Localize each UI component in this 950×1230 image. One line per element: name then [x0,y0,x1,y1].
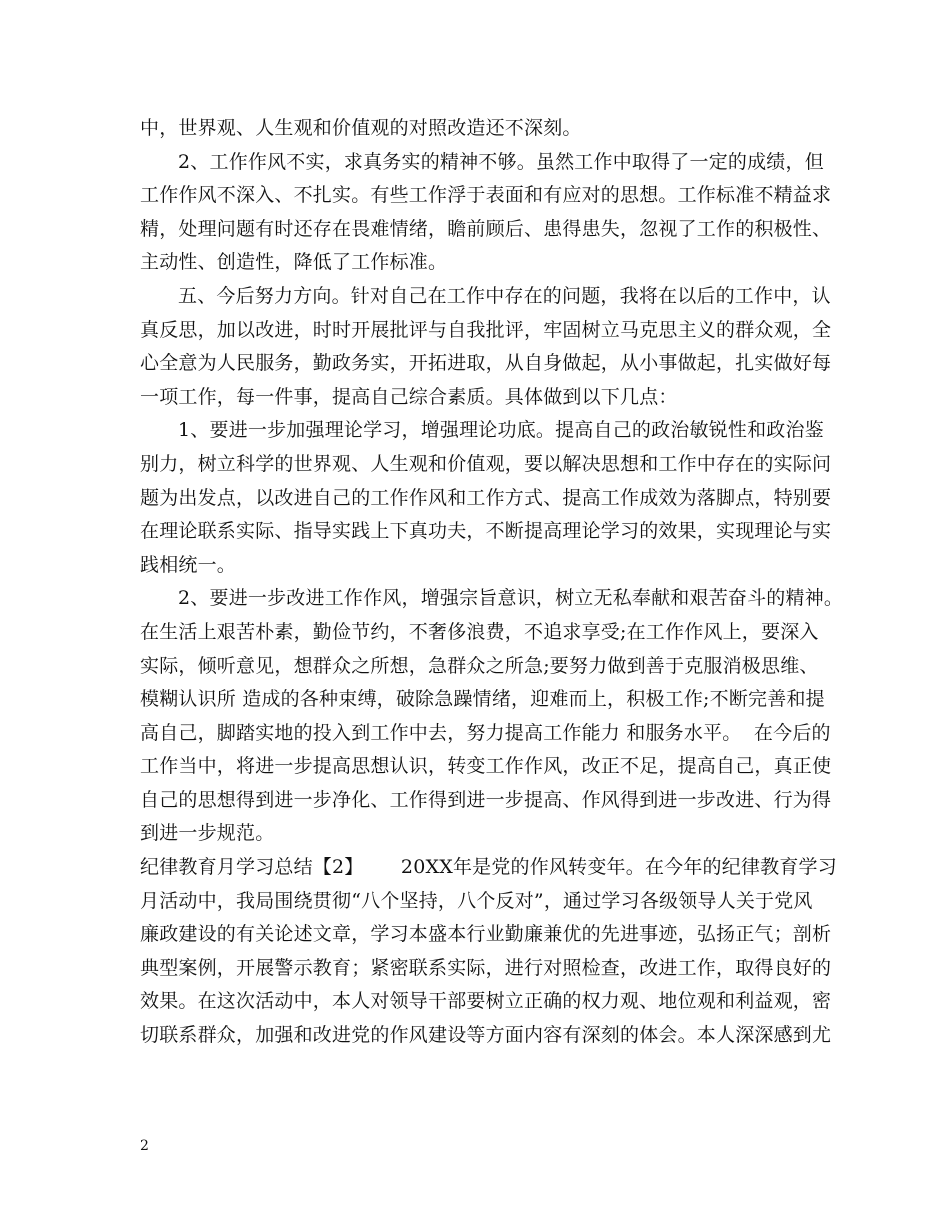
text-line: 效果。在这次活动中，本人对领导干部要树立正确的权力观、地位观和利益观，密 [140,990,832,1013]
text-line: 中，世界观、人生观和价值观的对照改造还不深刻。 [140,117,582,139]
text-line: 实际，倾听意见，想群众之所想，急群众之所急;要努力做到善于克服消极思维、 [140,654,819,677]
text-line: 在生活上艰苦朴素，勤俭节约，不奢侈浪费，不追求享受;在工作作风上，要深入 [140,620,819,643]
page-number: 2 [140,1138,149,1154]
text-line: 精，处理问题有时还存在畏难情绪，瞻前顾后、患得患失，忽视了工作的积极性、 [140,217,832,240]
text-line: 典型案例，开展警示教育；紧密联系实际，进行对照检查，改进工作，取得良好的 [140,956,832,979]
text-line: 2、要进一步改进工作作风，增强宗旨意识，树立无私奉献和艰苦奋斗的精神。 [178,587,844,610]
body-text [140,112,844,1053]
text-line: 心全意为人民服务，勤政务实，开拓进取，从自身做起，从小事做起，扎实做好每 [140,352,832,375]
text-line: 五、今后努力方向。针对自己在工作中存在的问题，我将在以后的工作中，认 [178,284,831,307]
text-line: 主动性、创造性，降低了工作标准。 [140,251,448,274]
text-line: 模糊认识所 造成的各种束缚，破除急躁情绪，迎难而上，积极工作;不断完善和提 [140,688,825,711]
text-line: 题为出发点，以改进自己的工作作风和工作方式、提高工作成效为落脚点，特别要 [140,486,832,509]
text-line: 一项工作，每一件事，提高自己综合素质。具体做到以下几点： [140,385,678,408]
text-line: 践相统一。 [140,553,237,576]
text-line: 工作当中，将进一步提高思想认识，转变工作作风，改正不足，提高自己，真正使 [140,755,832,778]
text-line: 工作作风不深入、不扎实。有些工作浮于表面和有应对的思想。工作标准不精益求 [140,184,832,207]
text-line: 在理论联系实际、指导实践上下真功夫，不断提高理论学习的效果，实现理论与实 [140,520,832,543]
text-line: 切联系群众，加强和改进党的作风建设等方面内容有深刻的体会。本人深深感到尤 [140,1024,832,1047]
text-line: 2、工作作风不实，求真务实的精神不够。虽然工作中取得了一定的成绩，但 [178,150,824,173]
text-line: 真反思，加以改进，时时开展批评与自我批评，牢固树立马克思主义的群众观，全 [140,318,832,341]
text-line: 纪律教育月学习总结【2】 20XX年是党的作风转变年。在今年的纪律教育学习 [140,856,837,879]
text-line: 到进一步规范。 [140,822,275,845]
text-line: 廉政建设的有关论述文章，学习本盛本行业勤廉兼优的先进事迹，弘扬正气；剖析 [140,923,832,946]
text-line: 月活动中，我局围绕贯彻“八个坚持，八个反对”，通过学习各级领导人关于党风 [140,889,813,912]
text-line: 自己的思想得到进一步净化、工作得到进一步提高、作风得到进一步改进、行为得 [140,788,832,811]
text-line: 别力，树立科学的世界观、人生观和价值观，要以解决思想和工作中存在的实际问 [140,452,832,475]
text-line: 1、要进一步加强理论学习，增强理论功底。提高自己的政治敏锐性和政治鉴 [178,419,824,442]
text-line: 高自己，脚踏实地的投入到工作中去，努力提高工作能力 和服务水平。 在今后的 [140,721,831,744]
